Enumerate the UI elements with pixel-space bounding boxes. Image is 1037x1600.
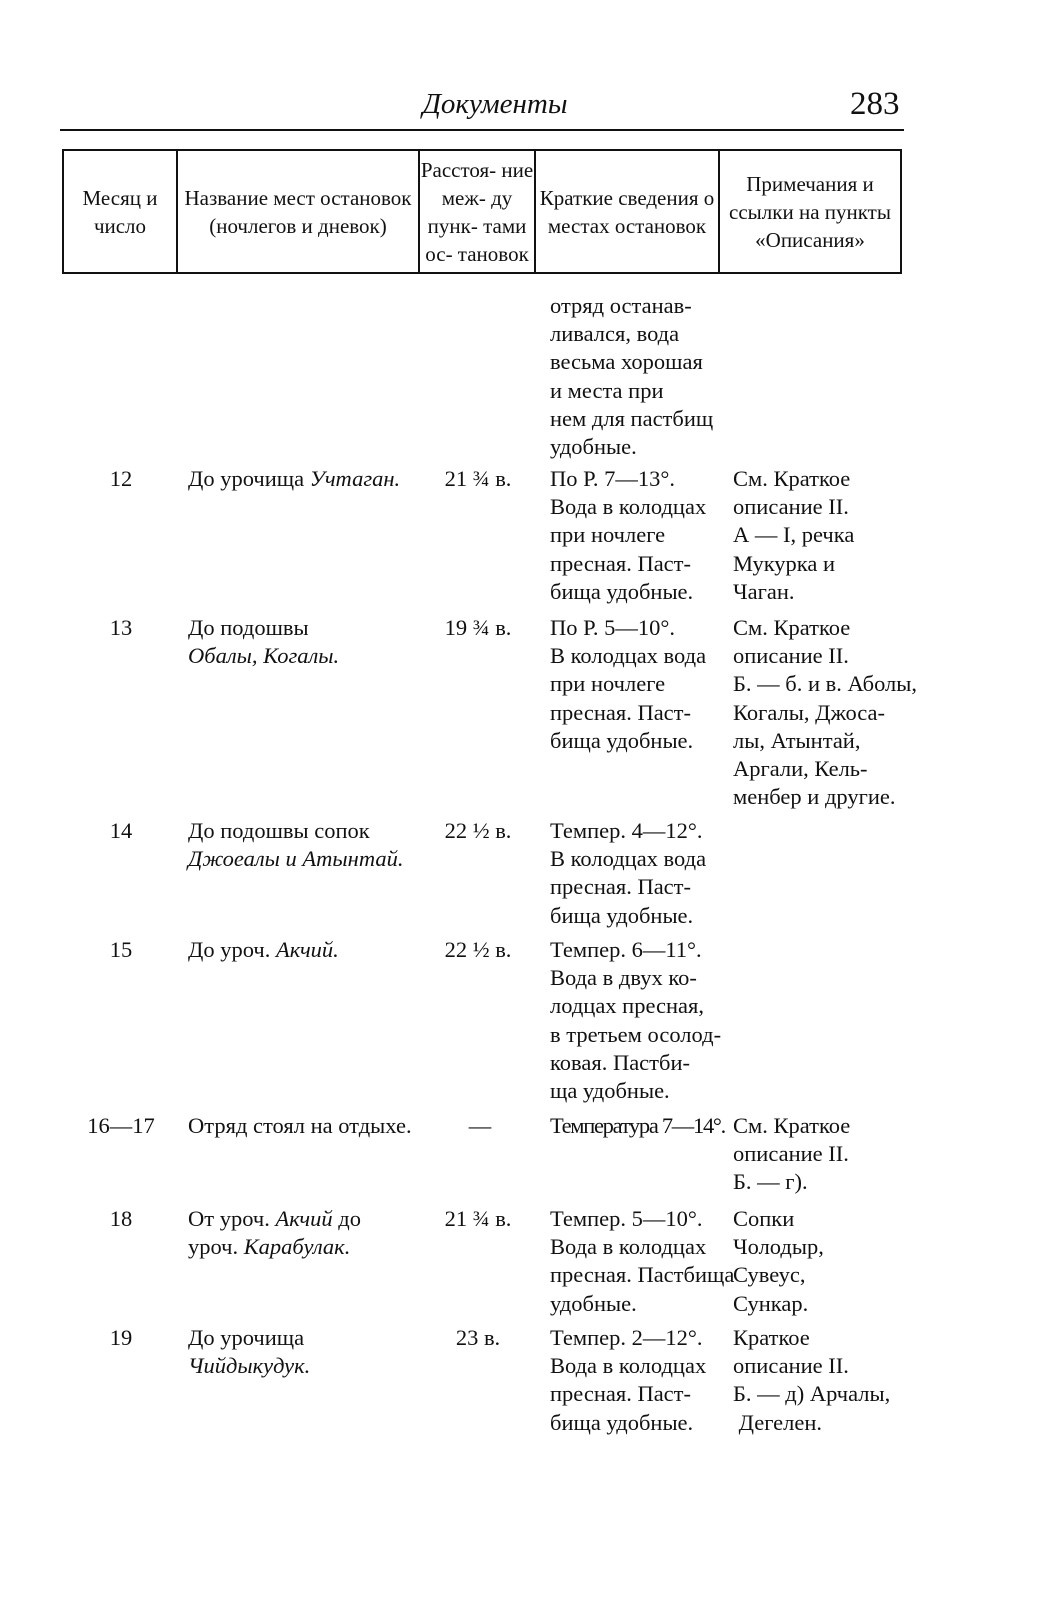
row-notes: См. Краткое описание II. Б. — г). xyxy=(733,1113,851,1195)
row-place: До урочища Чийдыкудук. xyxy=(188,1325,311,1379)
column-header-place: Название мест остановок (ночлегов и дневок) xyxy=(184,185,412,238)
row-distance: 19 ¾ в. xyxy=(444,615,512,640)
row-notes: См. Краткое описание II. А — I, речка Мукурка и Чаган. xyxy=(733,466,855,604)
row-date: 19 xyxy=(109,1325,133,1350)
row-distance: 22 ½ в. xyxy=(444,818,512,843)
column-header-date: Месяц и число xyxy=(82,185,158,238)
row-place: Отряд стоял на отдыхе. xyxy=(188,1113,412,1138)
row-place: До подошвы Обалы, Когалы. xyxy=(188,615,340,669)
row-place: До уроч. Акчий. xyxy=(188,937,339,962)
column-header-distance: Расстоя- ние меж- ду пунк- тами ос- тановок xyxy=(420,157,534,266)
continued-info-text: отряд останав- ливался, вода весьма хорошая и места при нем для пастбищ удобные. xyxy=(550,293,714,460)
row-info: Темпер. 2—12°. Вода в колодцах пресная. Паст- бища удобные. xyxy=(550,1325,707,1435)
row-place: От уроч. Акчий до уроч. Карабулак. xyxy=(188,1206,361,1260)
row-date: 16—17 xyxy=(87,1113,155,1138)
row-info: Темпер. 5—10°. Вода в колодцах пресная. Пастбища удобные. xyxy=(550,1206,735,1316)
row-info: По Р. 7—13°. Вода в колодцах при ночлеге пресная. Паст- бища удобные. xyxy=(550,466,707,604)
column-header-info: Краткие сведения о местах остановок xyxy=(539,185,715,238)
row-info: Температура 7—14°. xyxy=(550,1113,725,1138)
row-info: Темпер. 4—12°. В колодцах вода пресная. Паст- бища удобные. xyxy=(550,818,707,928)
row-info: По Р. 5—10°. В колодцах вода при ночлеге пресная. Паст- бища удобные. xyxy=(550,615,707,753)
page-number: 283 xyxy=(850,86,900,122)
column-header-notes: Примечания и ссылки на пункты «Описания» xyxy=(729,171,891,252)
row-place: До подошвы сопок Джоеалы и Атынтай. xyxy=(188,818,404,872)
table-header xyxy=(62,149,902,274)
row-date: 15 xyxy=(109,937,133,962)
row-distance: 21 ¾ в. xyxy=(444,1206,512,1231)
running-header-title: Документы xyxy=(422,88,568,120)
row-distance: 21 ¾ в. xyxy=(444,466,512,491)
row-date: 14 xyxy=(109,818,133,843)
row-date: 12 xyxy=(109,466,133,491)
row-info: Темпер. 6—11°. Вода в двух ко- лодцах пресная, в третьем осолод- ковая. Пастби- ща удобные. xyxy=(550,937,722,1104)
row-place: До урочища Учтаган. xyxy=(188,466,401,491)
row-notes: Сопки Чолодыр, Сувеус, Сункар. xyxy=(733,1206,824,1316)
row-notes: См. Краткое описание II. Б. — б. и в. Аболы, Когалы, Джоса- лы, Атынтай, Аргали, Кель- менбер и другие. xyxy=(733,615,918,810)
row-notes: Краткое описание II. Б. — д) Арчалы, Дегелен. xyxy=(733,1325,891,1435)
header-rule xyxy=(60,129,904,131)
row-date: 13 xyxy=(109,615,133,640)
row-distance: 23 в. xyxy=(455,1325,501,1350)
row-distance: 22 ½ в. xyxy=(444,937,512,962)
row-date: 18 xyxy=(109,1206,133,1231)
row-distance: — xyxy=(468,1113,492,1138)
